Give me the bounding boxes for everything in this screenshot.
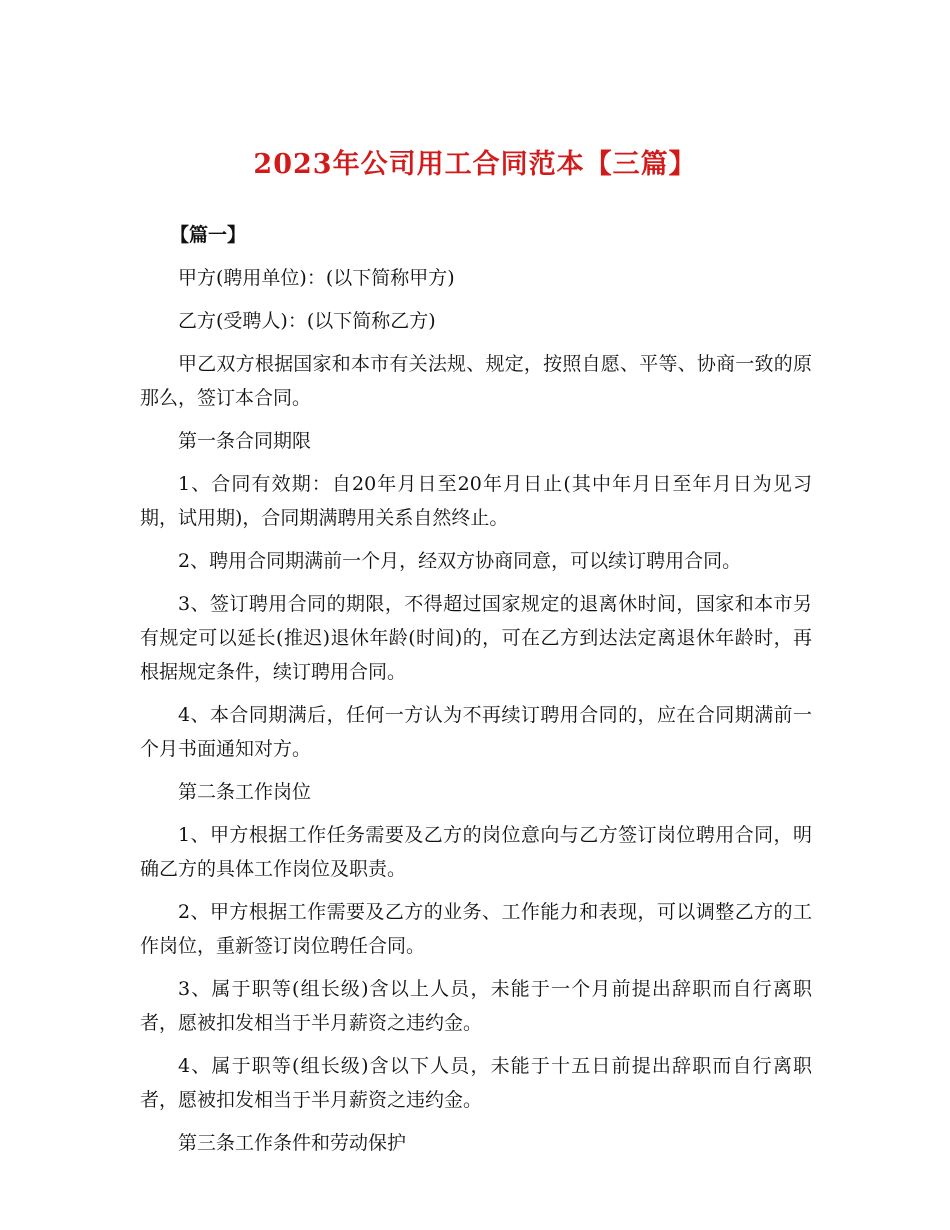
article-1-clause-3: 3、签订聘用合同的期限，不得超过国家规定的退离休时间，国家和本市另有规定可以延长(推迟)退休年龄(时间)的，可在乙方到达法定离退休年龄时，再根据规定条件，续订聘用合同。 xyxy=(140,593,812,683)
article-1-clause-1: 1、合同有效期：自20年月日至20年月日止(其中年月日至年月日为见习期，试用期)，合同期满聘用关系自然终止。 xyxy=(140,473,812,529)
paragraph-party-b: 乙方(受聘人)：(以下简称乙方) xyxy=(178,310,436,332)
document-title: 2023年公司用工合同范本【三篇】 xyxy=(253,149,697,180)
article-1-clause-4: 4、本合同期满后，任何一方认为不再续订聘用合同的，应在合同期满前一个月书面通知对方。 xyxy=(140,704,812,760)
article-1-clause-2: 2、聘用合同期满前一个月，经双方协商同意，可以续订聘用合同。 xyxy=(178,550,742,572)
article-2-clause-2: 2、甲方根据工作需要及乙方的业务、工作能力和表现，可以调整乙方的工作岗位，重新签订岗位聘任合同。 xyxy=(140,901,812,957)
article-3-heading: 第三条工作条件和劳动保护 xyxy=(178,1132,407,1154)
article-1-heading: 第一条合同期限 xyxy=(178,430,312,452)
section-label: 【篇一】 xyxy=(170,224,247,246)
article-2-clause-1: 1、甲方根据工作任务需要及乙方的岗位意向与乙方签订岗位聘用合同，明确乙方的具体工作岗位及职责。 xyxy=(140,824,812,880)
article-2-clause-3: 3、属于职等(组长级)含以上人员，未能于一个月前提出辞职而自行离职者，愿被扣发相当于半月薪资之违约金。 xyxy=(140,978,812,1034)
article-2-heading: 第二条工作岗位 xyxy=(178,781,312,803)
paragraph-intro: 甲乙双方根据国家和本市有关法规、规定，按照自愿、平等、协商一致的原那么，签订本合同。 xyxy=(140,353,812,409)
article-2-clause-4: 4、属于职等(组长级)含以下人员，未能于十五日前提出辞职而自行离职者，愿被扣发相当于半月薪资之违约金。 xyxy=(140,1055,812,1111)
document-body xyxy=(140,218,812,1169)
paragraph-party-a: 甲方(聘用单位)：(以下简称甲方) xyxy=(178,267,455,289)
